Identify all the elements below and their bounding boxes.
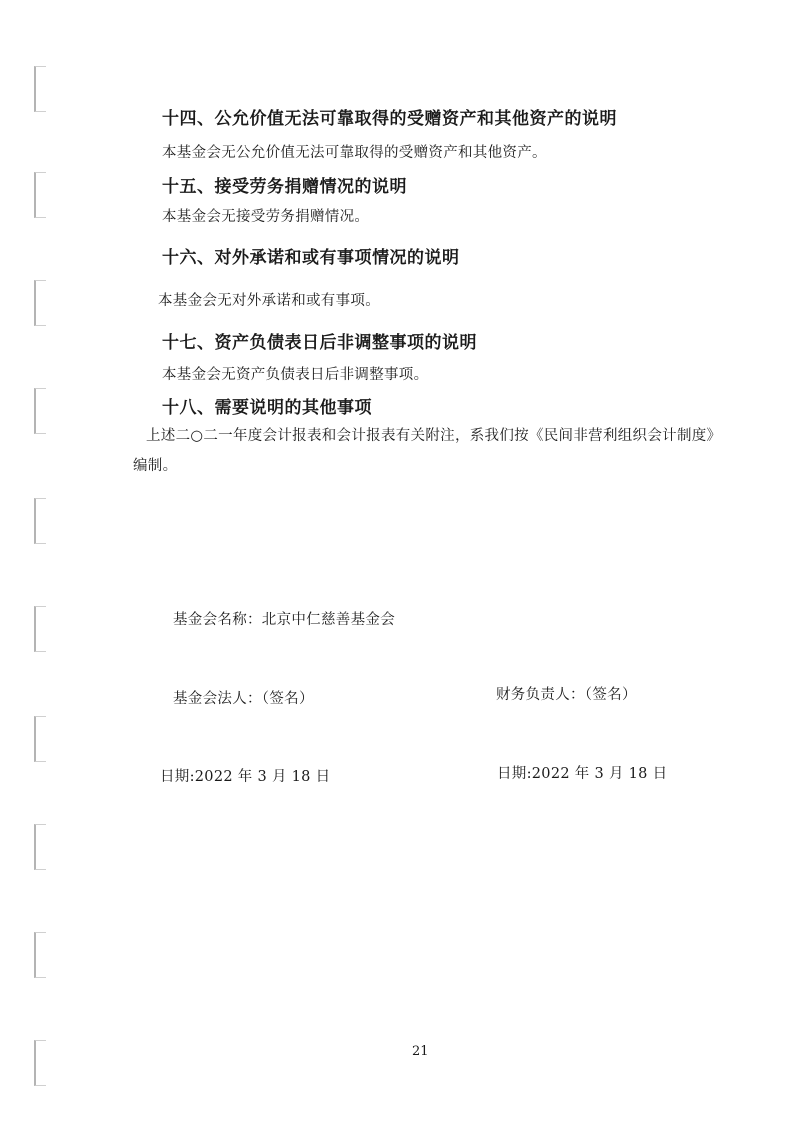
date-right: 日期:2022 年 3 月 18 日: [497, 766, 668, 782]
binder-mark: [34, 66, 46, 112]
finance-head-signature: 财务负责人：（签名）: [496, 687, 637, 703]
binder-mark: [34, 388, 46, 434]
binder-mark: [34, 1040, 46, 1086]
binder-mark: [34, 172, 46, 218]
section-heading: 十六、对外承诺和或有事项情况的说明: [162, 248, 460, 268]
section-text: 本基金会无对外承诺和或有事项。: [158, 293, 380, 309]
binder-mark: [34, 280, 46, 326]
binder-mark: [34, 824, 46, 870]
section-text-line1: 上述二○二一年度会计报表和会计报表有关附注，系我们按《民间非营利组织会计制度》: [146, 428, 722, 444]
date-left: 日期:2022 年 3 月 18 日: [160, 769, 331, 785]
section-heading: 十八、需要说明的其他事项: [162, 398, 372, 418]
binder-mark: [34, 716, 46, 762]
section-text-line2: 编制。: [133, 458, 178, 474]
legal-rep-signature: 基金会法人：（签名）: [173, 691, 314, 707]
section-text: 本基金会无接受劳务捐赠情况。: [162, 209, 370, 225]
page-number: 21: [412, 1044, 429, 1059]
binder-mark: [34, 498, 46, 544]
binder-mark: [34, 932, 46, 978]
section-heading: 十五、接受劳务捐赠情况的说明: [162, 177, 407, 197]
binder-mark: [34, 606, 46, 652]
section-heading: 十七、资产负债表日后非调整事项的说明: [162, 333, 477, 353]
foundation-name: 基金会名称：北京中仁慈善基金会: [173, 612, 395, 628]
section-text: 本基金会无公允价值无法可靠取得的受赠资产和其他资产。: [162, 145, 547, 161]
section-text: 本基金会无资产负债表日后非调整事项。: [162, 367, 429, 383]
section-heading: 十四、公允价值无法可靠取得的受赠资产和其他资产的说明: [162, 109, 617, 129]
